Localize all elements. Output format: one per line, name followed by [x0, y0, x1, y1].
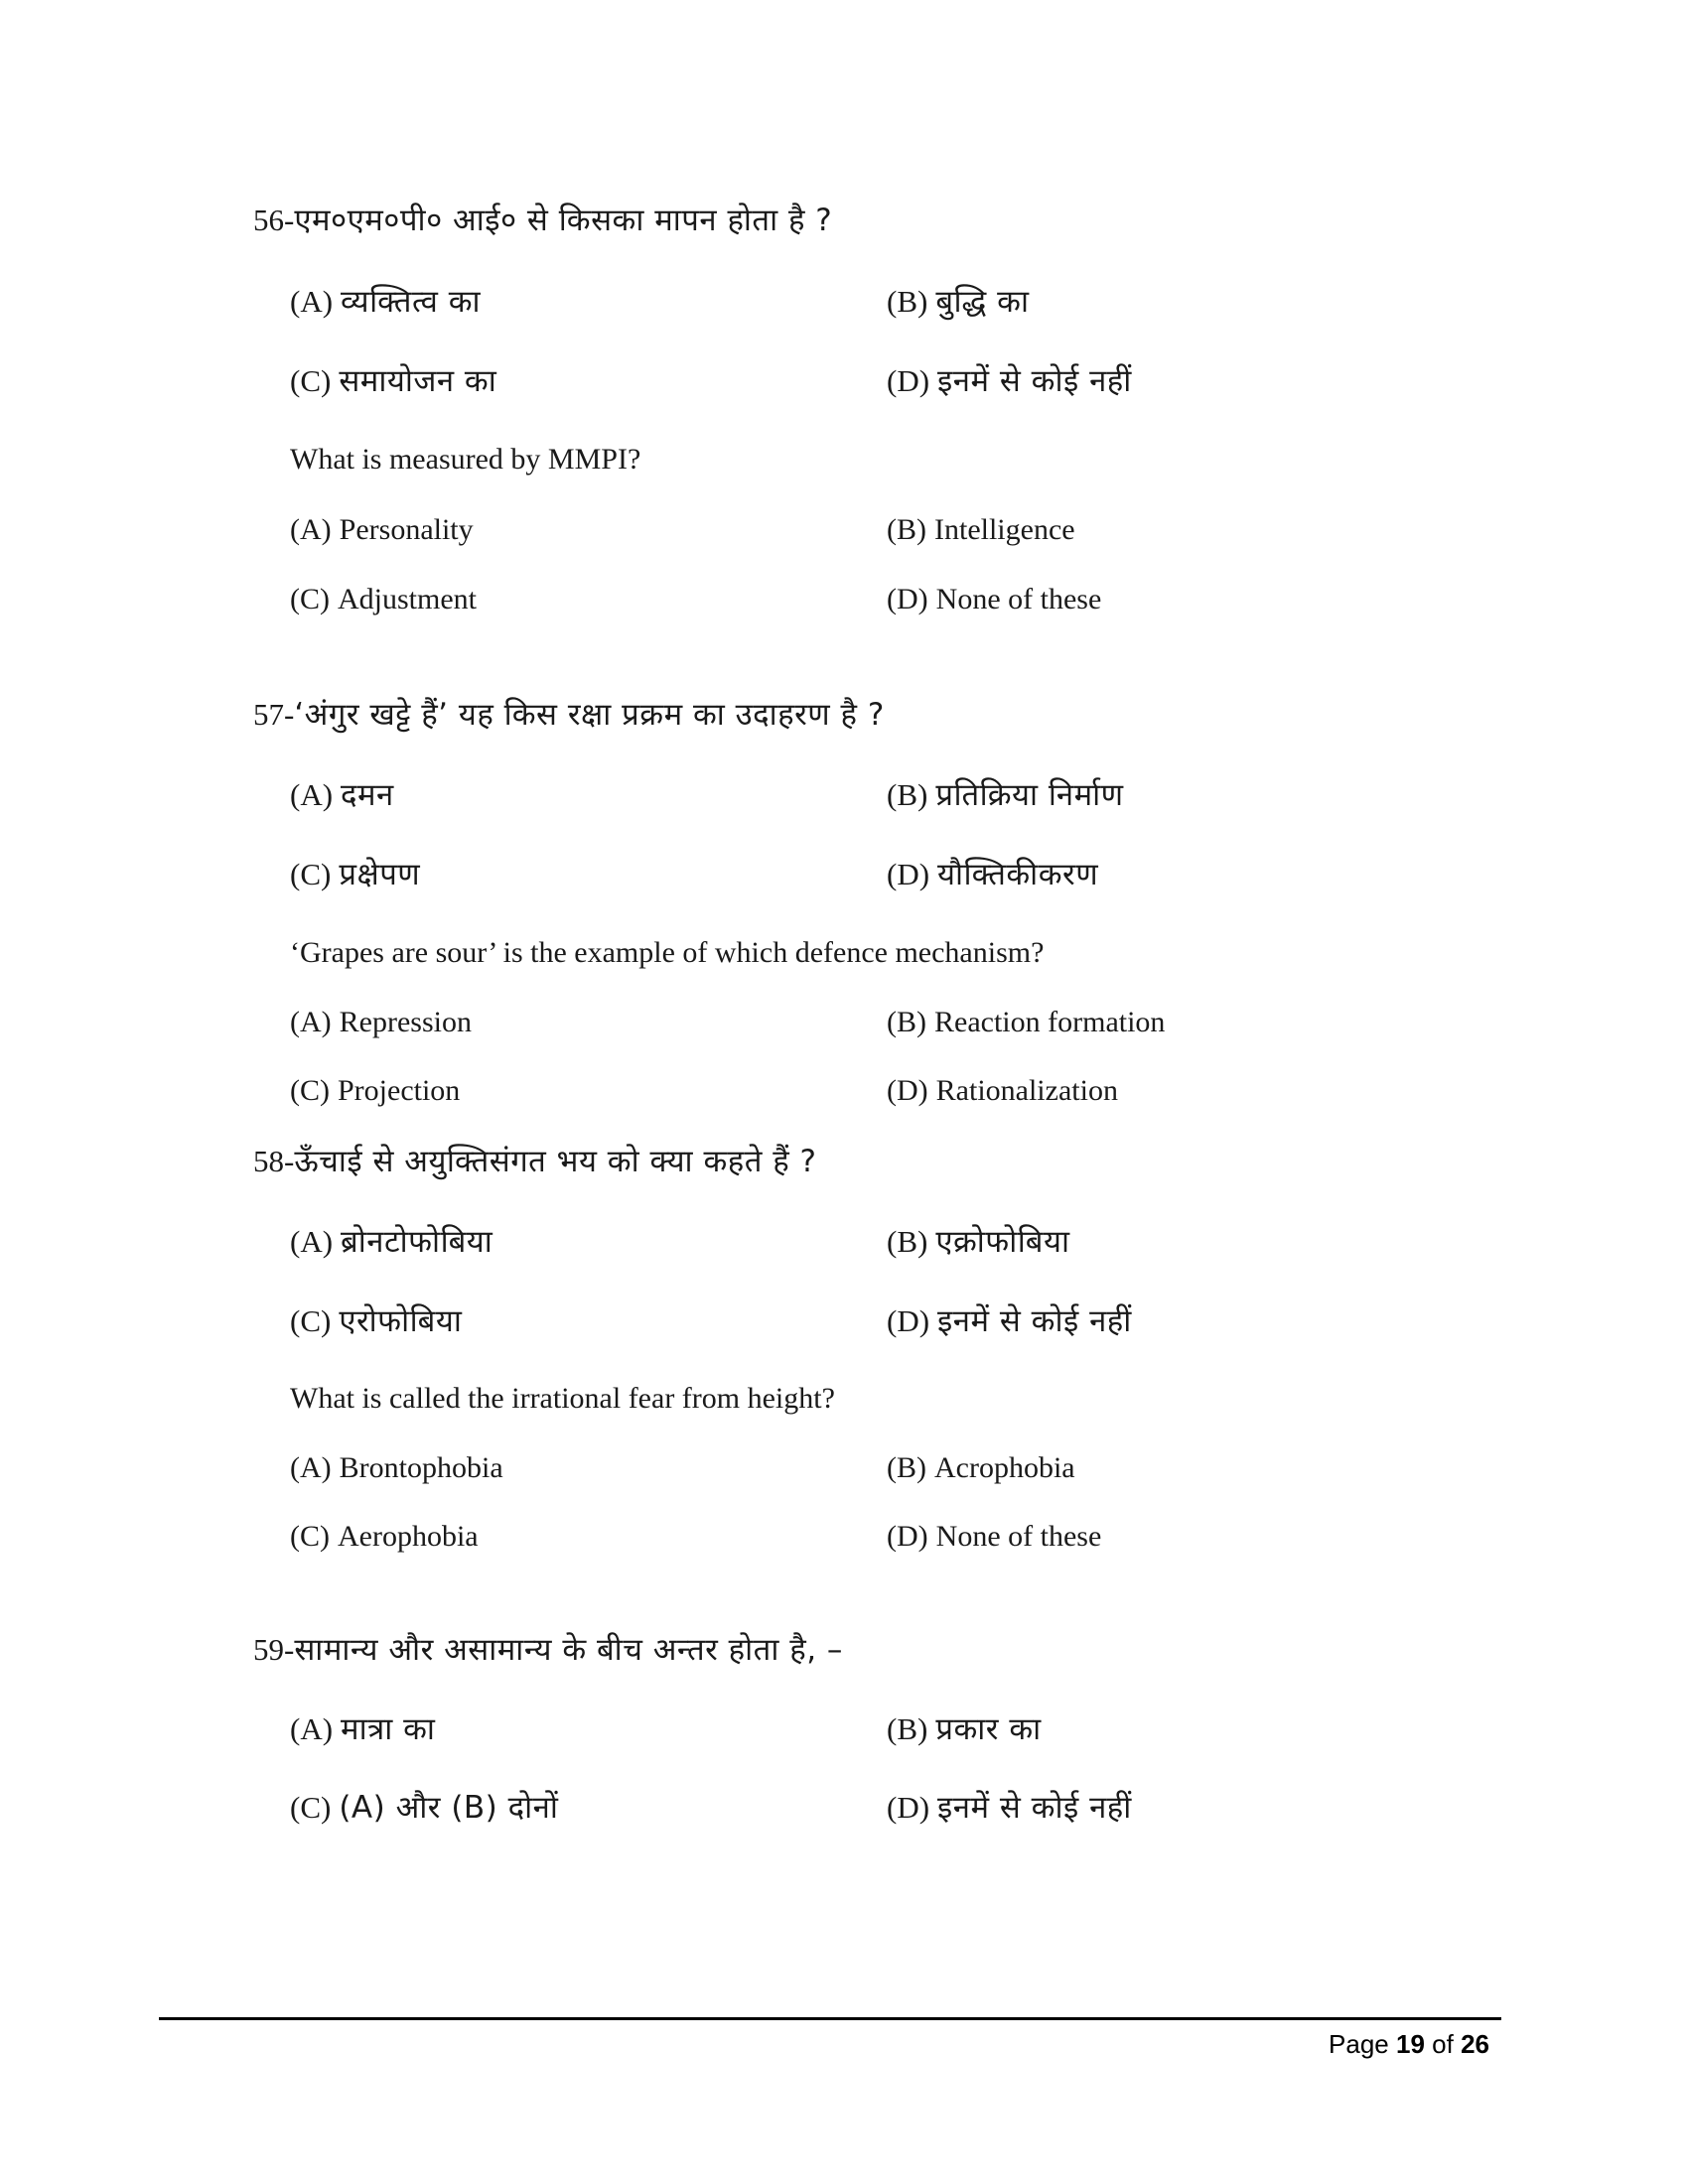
option	[887, 510, 1075, 550]
question-57-hindi	[253, 695, 885, 735]
option	[290, 1709, 435, 1749]
option-text: समायोजन का	[339, 363, 497, 399]
option	[887, 1448, 1075, 1488]
option-label: (B)	[887, 1006, 926, 1038]
option	[290, 775, 394, 815]
option-text: यौक्तिकीकरण	[937, 857, 1099, 892]
option-label: (C)	[290, 1303, 332, 1338]
option-label: (A)	[290, 1451, 332, 1484]
option-label: (D)	[887, 1074, 928, 1107]
question-59-hindi	[253, 1630, 843, 1670]
page-prefix: Page	[1329, 2029, 1389, 2059]
option-label: (D)	[887, 363, 930, 398]
page-current: 19	[1396, 2029, 1425, 2059]
question-text: ऊँचाई से अयुक्तिसंगत भय को क्या कहते हैं ?	[294, 1144, 817, 1179]
option-label: (B)	[887, 1451, 926, 1484]
option-text: एरोफोबिया	[339, 1303, 463, 1339]
question-number: 59-	[253, 1632, 295, 1667]
option-label: (C)	[290, 1520, 330, 1553]
question-number: 58-	[253, 1144, 295, 1178]
question-number: 56-	[253, 203, 295, 237]
option-label: (C)	[290, 1790, 332, 1825]
option-text: (A) और (B) दोनों	[339, 1790, 559, 1826]
option	[290, 1301, 462, 1341]
option-text: इनमें से कोई नहीं	[937, 363, 1132, 399]
option	[290, 282, 481, 322]
option	[887, 775, 1124, 815]
option	[290, 855, 420, 894]
option-text: None of these	[935, 583, 1102, 615]
option	[290, 580, 477, 619]
option	[887, 1003, 1165, 1042]
question-number: 57-	[253, 697, 295, 732]
option	[887, 1788, 1132, 1828]
option	[290, 1071, 460, 1111]
option-label: (B)	[887, 777, 928, 812]
option-label: (A)	[290, 1224, 334, 1259]
option-text: Acrophobia	[934, 1451, 1075, 1484]
option-text: ब्रोनटोफोबिया	[341, 1224, 493, 1260]
option-label: (B)	[887, 284, 928, 319]
option-label: (C)	[290, 363, 332, 398]
option-text: Aerophobia	[338, 1520, 479, 1553]
option-text: प्रक्षेपण	[339, 857, 421, 892]
option-text: None of these	[935, 1520, 1102, 1553]
option	[887, 361, 1132, 401]
option-label: (B)	[887, 513, 926, 546]
option-text: प्रतिक्रिया निर्माण	[935, 777, 1124, 813]
footer-divider	[159, 2017, 1501, 2020]
option-text: व्यक्तित्व का	[341, 284, 482, 320]
option	[290, 1222, 492, 1262]
option-text: Personality	[339, 513, 474, 546]
option-text: इनमें से कोई नहीं	[937, 1790, 1132, 1826]
option	[887, 580, 1101, 619]
option	[887, 282, 1030, 322]
option	[290, 1448, 503, 1488]
option-text: बुद्धि का	[935, 284, 1030, 320]
question-58-english: What is called the irrational fear from height?	[290, 1382, 835, 1415]
option-label: (B)	[887, 1711, 928, 1746]
option-label: (D)	[887, 583, 928, 615]
option-text: प्रकार का	[935, 1711, 1042, 1747]
option	[290, 361, 496, 401]
option	[290, 510, 474, 550]
question-text: ‘अंगुर खट्टे हैं’ यह किस रक्षा प्रक्रम का उदाहरण है ?	[294, 697, 885, 733]
option	[887, 1709, 1042, 1749]
option-label: (D)	[887, 1303, 930, 1338]
option-text: मात्रा का	[341, 1711, 436, 1747]
option	[887, 1071, 1118, 1111]
option	[887, 1301, 1132, 1341]
option-text: Reaction formation	[934, 1006, 1166, 1038]
option-label: (A)	[290, 513, 332, 546]
question-58-hindi	[253, 1142, 817, 1181]
option-text: Projection	[338, 1074, 461, 1107]
option	[290, 1517, 479, 1557]
option-text: Intelligence	[934, 513, 1075, 546]
option-text: Brontophobia	[339, 1451, 503, 1484]
option	[290, 1003, 472, 1042]
option-label: (A)	[290, 777, 334, 812]
option-label: (D)	[887, 857, 930, 891]
option-text: दमन	[341, 777, 394, 813]
question-text: सामान्य और असामान्य के बीच अन्तर होता है, –	[294, 1632, 843, 1668]
option-label: (C)	[290, 1074, 330, 1107]
option-label: (C)	[290, 583, 330, 615]
option-label: (A)	[290, 1711, 334, 1746]
option-label: (A)	[290, 1006, 332, 1038]
option-label: (A)	[290, 284, 334, 319]
question-56-hindi	[253, 201, 832, 240]
question-text: एम०एम०पी० आई० से किसका मापन होता है ?	[294, 203, 833, 238]
option-label: (B)	[887, 1224, 928, 1259]
option-text: एक्रोफोबिया	[935, 1224, 1070, 1260]
option	[887, 855, 1098, 894]
option	[887, 1222, 1069, 1262]
option	[290, 1788, 558, 1828]
page-sep: of	[1432, 2029, 1454, 2059]
option-label: (C)	[290, 857, 332, 891]
option-text: Repression	[339, 1006, 472, 1038]
option-label: (D)	[887, 1790, 930, 1825]
question-57-english: ‘Grapes are sour’ is the example of which defence mechanism?	[290, 936, 1045, 969]
page-total: 26	[1461, 2029, 1489, 2059]
option-text: Adjustment	[338, 583, 477, 615]
option-text: इनमें से कोई नहीं	[937, 1303, 1132, 1339]
page-number	[1329, 2029, 1489, 2060]
option-label: (D)	[887, 1520, 928, 1553]
option	[887, 1517, 1101, 1557]
question-56-english: What is measured by MMPI?	[290, 443, 641, 476]
option-text: Rationalization	[935, 1074, 1118, 1107]
